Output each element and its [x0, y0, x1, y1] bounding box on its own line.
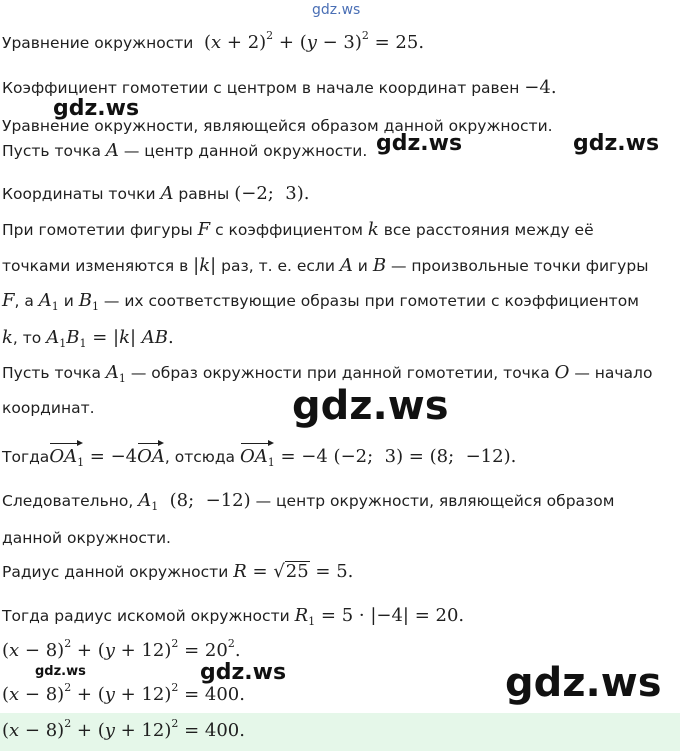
math-B1: $B_1$	[78, 290, 99, 313]
math-circle-equation: $(x + 2)^2 + (y - 3)^2 = 25$.	[198, 29, 425, 53]
math-B: B	[372, 255, 387, 276]
text-radius: Радиус данной окружности	[2, 563, 229, 581]
watermark-6: gdz.ws	[200, 660, 287, 685]
math-answer: $(x - 8)^2 + (y + 12)^2 = 400$.	[2, 717, 245, 741]
text-image-point: — образ окружности при данной гомотетии, точка	[130, 364, 550, 382]
text-rule-2d: — произвольные точки фигуры	[390, 257, 649, 275]
math-k-2: k	[2, 327, 13, 348]
math-coefficient: −4.	[524, 77, 557, 98]
watermark-4: gdz.ws	[292, 383, 449, 429]
watermark-2: gdz.ws	[376, 131, 463, 156]
line-coordinates-A	[2, 183, 309, 205]
line-homothety-rule-3	[2, 290, 639, 312]
math-F-2: F	[2, 290, 15, 311]
line-center-A	[2, 140, 367, 162]
math-equation-1: $(x - 8)^2 + (y + 12)^2 = 20^2$.	[2, 637, 241, 661]
text-therefore: Следовательно,	[2, 492, 134, 510]
text-rule-2a: точками изменяются в	[2, 257, 189, 275]
text-rule-1c: все расстояния между её	[383, 221, 594, 239]
text-circle-equation: Уравнение окружности	[2, 34, 194, 52]
text-rule-3c: — их соответствующие образы при гомотетии с коэффициентом	[103, 292, 639, 310]
math-new-center: $A_1$ (8; −12)	[138, 490, 251, 513]
line-radius	[2, 561, 353, 583]
text-and: и	[357, 257, 368, 275]
line-given-circle	[2, 527, 171, 549]
line-equation-2	[2, 681, 245, 706]
text-equal: равны	[178, 185, 230, 203]
math-equation-2: $(x - 8)^2 + (y + 12)^2 = 400$.	[2, 681, 245, 705]
text-rule-2b: раз, т. е. если	[221, 257, 335, 275]
text-coordinates-word: координат.	[2, 399, 95, 417]
math-vector-result: $OA_1 = -4$ (−2; 3) = (8; −12).	[240, 446, 516, 467]
watermark-1: gdz.ws	[53, 96, 140, 121]
text-rule-3a: , а	[14, 292, 34, 310]
text-hence: , отсюда	[164, 448, 236, 466]
math-A-3: A	[339, 255, 353, 276]
math-A: A	[105, 140, 119, 161]
text-new-center: — центр окружности, являющейся образом	[255, 492, 615, 510]
text-let-point: Пусть точка	[2, 142, 101, 160]
text-coordinates: Координаты точки	[2, 185, 156, 203]
watermark-7: gdz.ws	[505, 660, 662, 706]
line-new-center	[2, 490, 614, 512]
math-k: k	[367, 219, 379, 240]
line-circle-equation	[2, 29, 425, 54]
line-homothety-rule-4	[2, 327, 174, 349]
math-O: O	[554, 362, 570, 383]
text-coefficient: Коэффициент гомотетии с центром в начале координат равен	[2, 79, 520, 97]
line-answer	[2, 717, 245, 742]
math-A1-2: $A_1$	[105, 362, 126, 385]
text-given-circle: данной окружности.	[2, 529, 171, 547]
math-A1: $A_1$	[38, 290, 59, 313]
text-rule-1b: с коэффициентом	[215, 221, 363, 239]
watermark-5: gdz.ws	[35, 664, 86, 679]
line-homothety-rule-2	[2, 255, 648, 277]
math-radius: R = √25 = 5.	[233, 561, 354, 582]
line-vector-equation	[2, 440, 516, 468]
text-new-radius: Тогда радиус искомой окружности	[2, 607, 290, 625]
math-distance-formula: $A_1B_1 = |k|$ AB.	[46, 327, 174, 350]
text-let-point-2: Пусть точка	[2, 364, 101, 382]
math-vector-relation: $OA_1 = -4OA$	[49, 446, 165, 467]
line-point-A1	[2, 362, 652, 384]
math-A-2: A	[160, 183, 174, 204]
watermark-3: gdz.ws	[573, 131, 660, 156]
math-F: F	[197, 219, 211, 240]
line-coordinates-word	[2, 397, 95, 419]
text-then: Тогда	[2, 448, 50, 466]
text-image-heading: Уравнение окружности, являющейся образом данной окружности.	[2, 117, 553, 135]
text-rule-1a: При гомотетии фигуры	[2, 221, 193, 239]
math-new-radius: $R_1 = 5 \cdot |-4| = 20$.	[294, 605, 465, 628]
math-abs-k: |k|	[193, 255, 217, 276]
text-center: — центр данной окружности.	[123, 142, 368, 160]
text-and-2: и	[63, 292, 74, 310]
line-new-radius	[2, 605, 464, 627]
math-coords-A: (−2; 3).	[234, 183, 310, 204]
top-watermark: gdz.ws	[312, 2, 361, 18]
text-rule-4a: , то	[12, 329, 42, 347]
text-origin: — начало	[574, 364, 653, 382]
line-equation-1	[2, 637, 241, 662]
line-homothety-rule-1	[2, 219, 594, 241]
